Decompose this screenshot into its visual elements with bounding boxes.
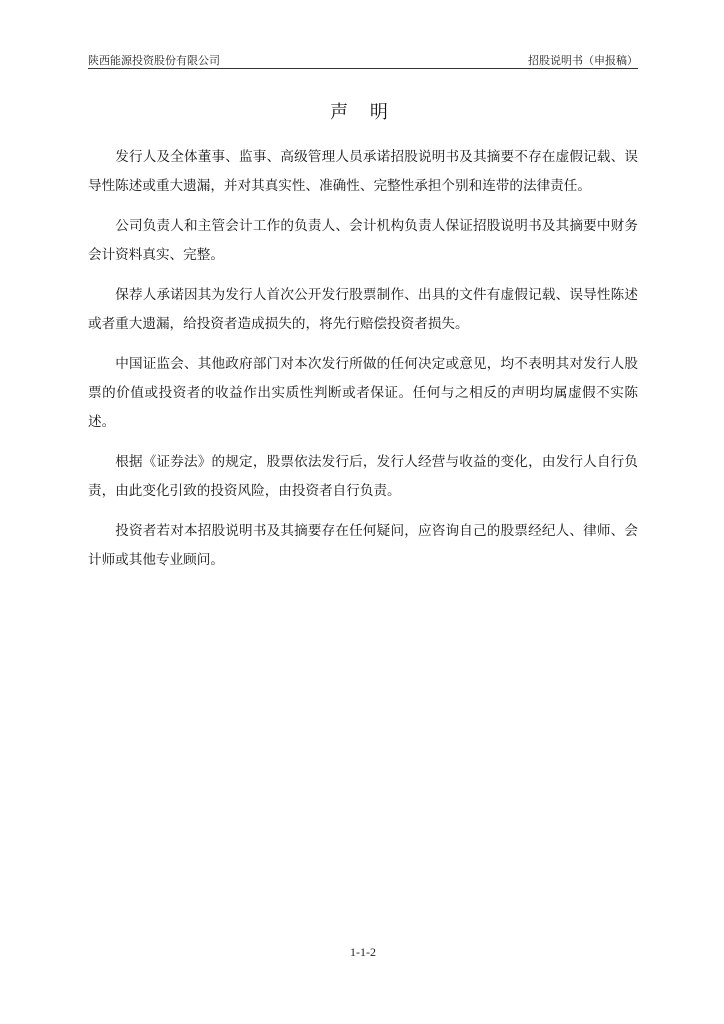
header-document-type: 招股说明书（申报稿）: [528, 54, 638, 67]
paragraph-4: 中国证监会、其他政府部门对本次发行所做的任何决定或意见，均不表明其对发行人股票的价值或投资者的收益作出实质性判断或者保证。任何与之相反的声明均属虚假不实陈述。: [88, 356, 638, 430]
paragraph-1: 发行人及全体董事、监事、高级管理人员承诺招股说明书及其摘要不存在虚假记载、误导性陈述或重大遗漏，并对其真实性、准确性、完整性承担个别和连带的法律责任。: [88, 149, 638, 194]
paragraph-2: 公司负责人和主管会计工作的负责人、会计机构负责人保证招股说明书及其摘要中财务会计资料真实、完整。: [88, 218, 638, 263]
page-title: 声 明: [330, 102, 396, 123]
declaration-body: [88, 143, 638, 586]
page-number: 1-1-2: [350, 945, 376, 959]
paragraph-6: 投资者若对本招股说明书及其摘要存在任何疑问，应咨询自己的股票经纪人、律师、会计师或其他专业顾问。: [88, 523, 638, 568]
header-company-name: 陕西能源投资股份有限公司: [88, 54, 220, 67]
paragraph-5: 根据《证券法》的规定，股票依法发行后，发行人经营与收益的变化，由发行人自行负责，由此变化引致的投资风险，由投资者自行负责。: [88, 454, 638, 499]
page-header: [88, 50, 638, 69]
paragraph-3: 保荐人承诺因其为发行人首次公开发行股票制作、出具的文件有虚假记载、误导性陈述或者重大遗漏，给投资者造成损失的，将先行赔偿投资者损失。: [88, 287, 638, 332]
